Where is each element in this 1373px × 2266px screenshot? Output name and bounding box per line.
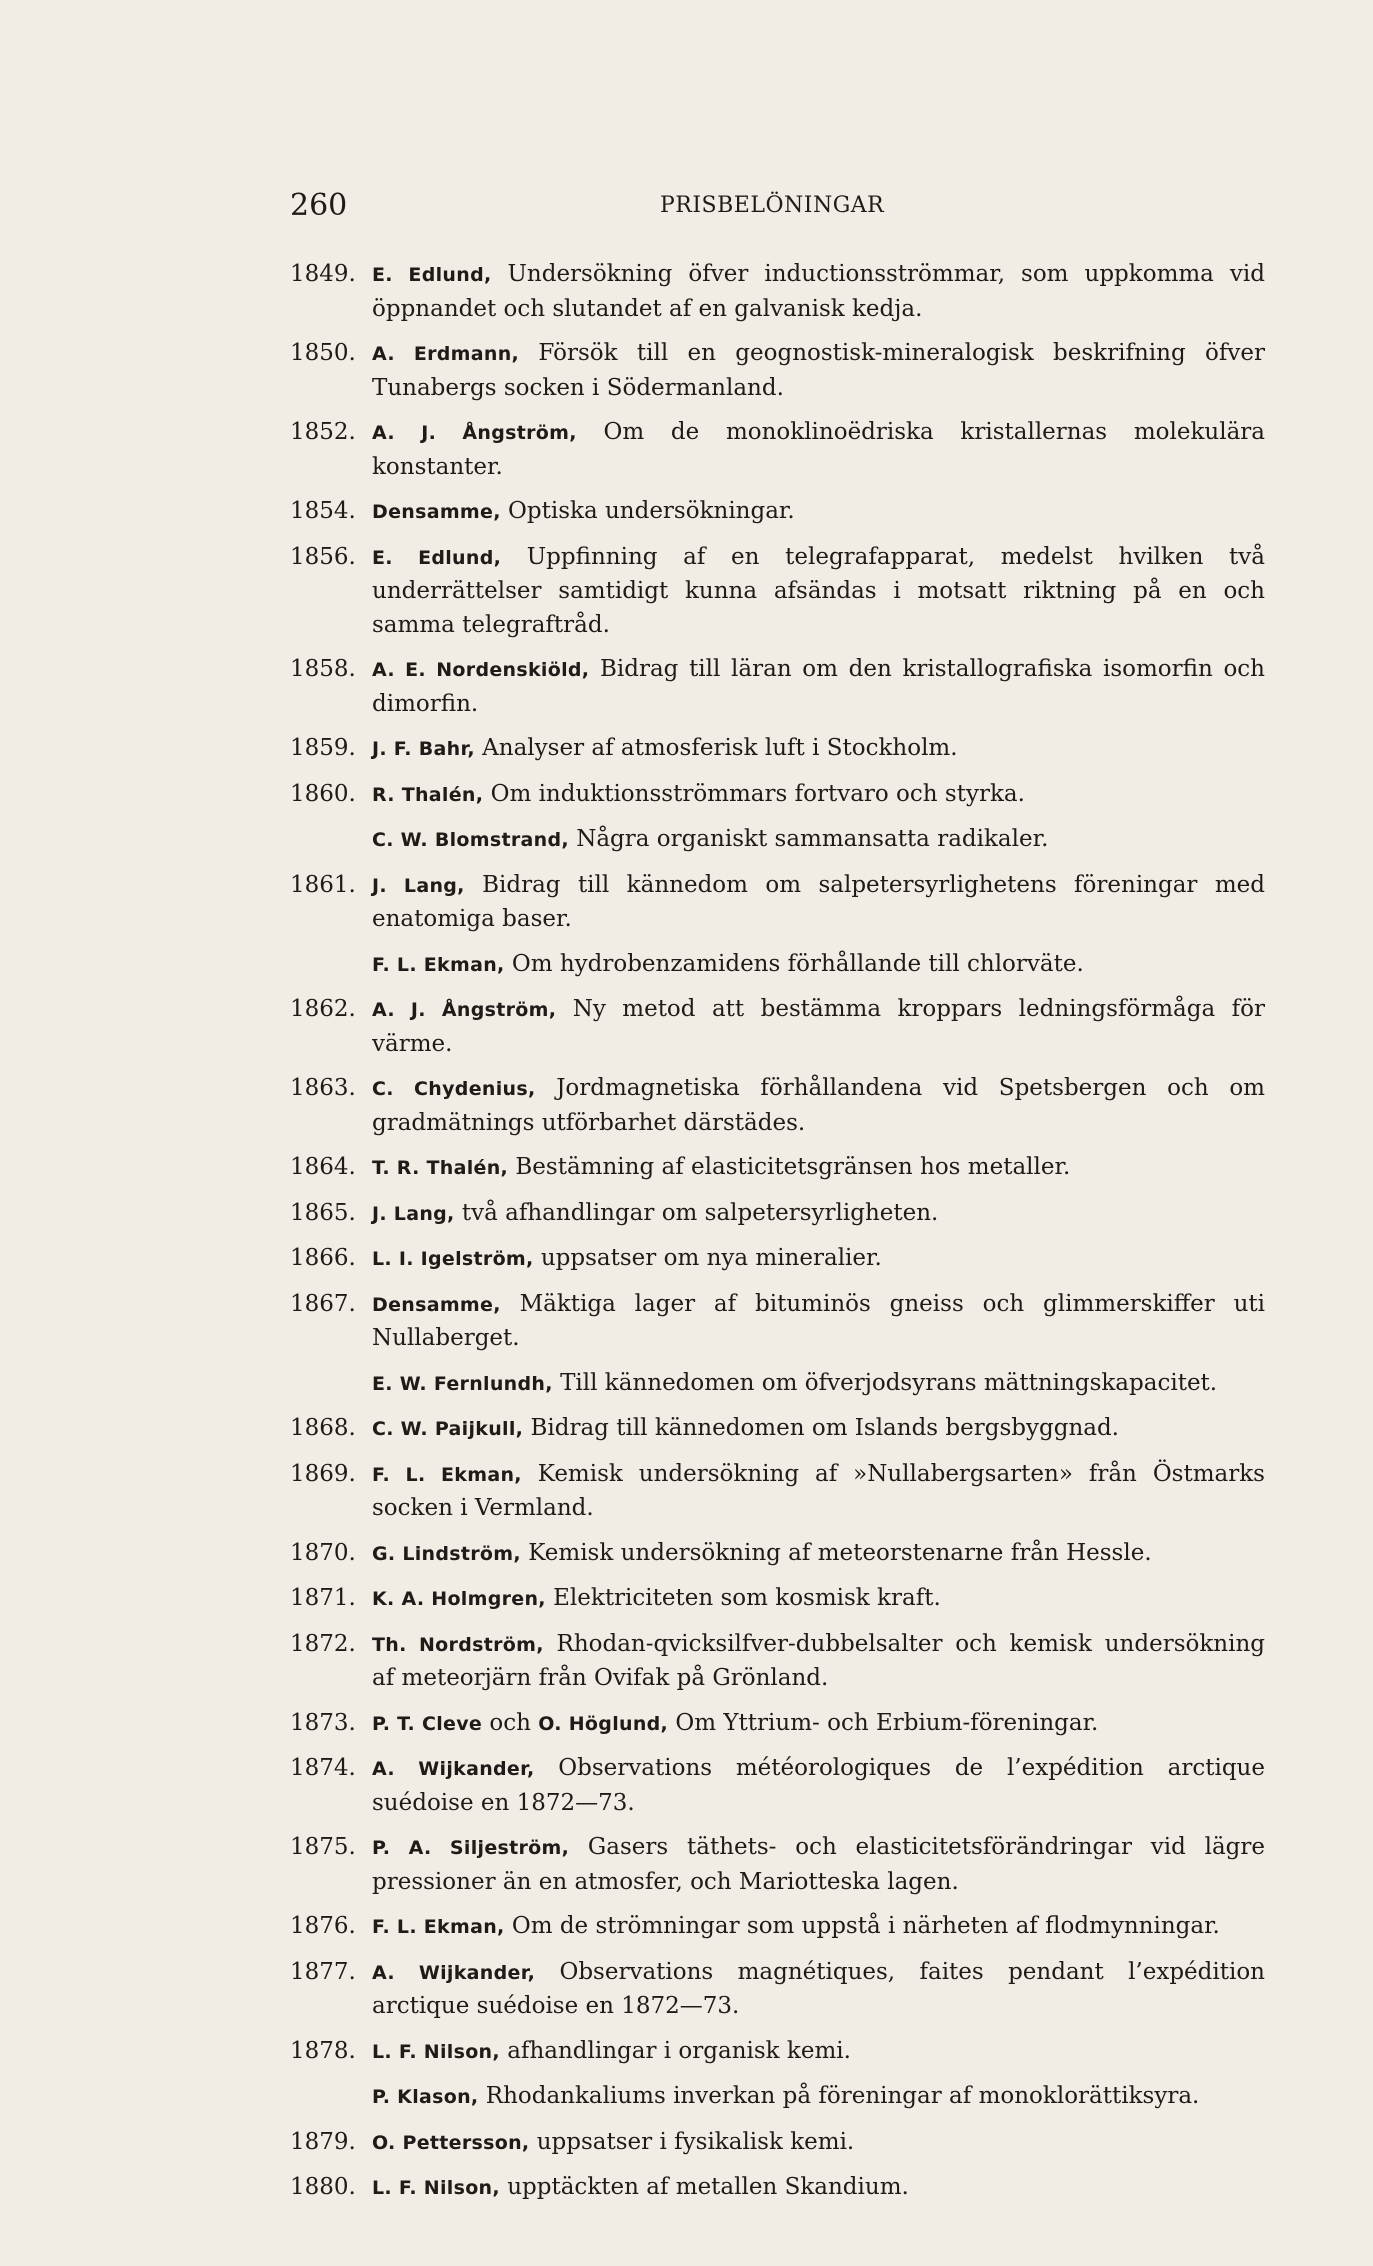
- entry-title: Rhodan-qvicksilfver-dubbelsalter och kemisk undersökning af meteorjärn från Ovifak på Grönland.: [372, 1630, 1265, 1691]
- entry-title: Observations météorologiques de l’expédition arctique suédoise en 1872—73.: [372, 1755, 1265, 1816]
- entry-title: Analyser af atmosferisk luft i Stockholm.: [474, 735, 958, 761]
- entry-text: [372, 2126, 1265, 2161]
- entry-title: Om de monoklinoëdriska kristallernas molekulära konstanter.: [372, 419, 1265, 480]
- entry-author: T. R. Thalén,: [372, 1157, 509, 1179]
- entry-text: [372, 993, 1265, 1061]
- prize-entry: [290, 2035, 1265, 2070]
- entry-author: E. Edlund,: [372, 264, 492, 286]
- entry-author: A. J. Ångström,: [372, 999, 557, 1021]
- entry-year: 1859.: [290, 735, 356, 761]
- prize-entry: [290, 1072, 1265, 1140]
- prize-entry: [290, 1458, 1265, 1526]
- entry-text: [372, 2035, 1265, 2070]
- entry-text: [372, 541, 1265, 643]
- entry-title: Försök till en geognostisk-mineralogisk beskrifning öfver Tunabergs socken i Södermanland.: [372, 340, 1265, 401]
- entry-author: Densamme,: [372, 1293, 501, 1316]
- entry-author: C. W. Blomstrand,: [372, 829, 569, 851]
- entry-year: 1869.: [290, 1460, 356, 1487]
- entry-year: 1880.: [290, 2174, 356, 2200]
- entry-text: [372, 1707, 1265, 1742]
- entry-year: 1876.: [290, 1913, 356, 1939]
- entry-text: [372, 653, 1265, 721]
- prize-entry: [290, 993, 1265, 1061]
- entry-title: Kemisk undersökning af meteorstenarne från Hessle.: [520, 1539, 1152, 1566]
- prize-entry: [290, 869, 1265, 937]
- entry-author: A. E. Nordenskiöld,: [372, 659, 590, 681]
- prize-entry: [290, 1582, 1265, 1617]
- prize-entry: [290, 1288, 1265, 1356]
- entry-title: Bestämning af elasticitetsgränsen hos metaller.: [508, 1154, 1071, 1180]
- entry-year: 1854.: [290, 498, 356, 524]
- entry-year: 1860.: [290, 780, 356, 807]
- entry-author: P. A. Siljeström,: [372, 1837, 570, 1859]
- entry-author: P. T. Cleve: [372, 1712, 483, 1735]
- entry-text: [372, 732, 1265, 767]
- entry-year: 1861.: [290, 871, 356, 898]
- prize-list: [290, 258, 1265, 2217]
- entry-author: A. Wijkander,: [372, 1758, 535, 1780]
- entry-author: O. Pettersson,: [372, 2131, 530, 2154]
- entry-year: 1866.: [290, 1245, 356, 1271]
- prize-entry: [290, 495, 1265, 530]
- entry-author: A. J. Ångström,: [372, 422, 577, 444]
- entry-text: [372, 948, 1265, 983]
- entry-title: Bidrag till läran om den kristallografiska isomorfin och dimorfin.: [372, 656, 1265, 717]
- prize-entry: [290, 2080, 1265, 2115]
- entry-author: J. Lang,: [372, 874, 465, 897]
- prize-entry: [290, 337, 1265, 405]
- entry-year: 1877.: [290, 1958, 356, 1985]
- entry-year: 1874.: [290, 1755, 356, 1781]
- entry-author: L. F. Nilson,: [372, 2040, 500, 2063]
- entry-title: Om hydrobenzamidens förhållande till chlorväte.: [504, 950, 1084, 977]
- entry-title: Bidrag till kännedomen om Islands bergsbyggnad.: [523, 1415, 1119, 1441]
- entry-author: K. A. Holmgren,: [372, 1588, 546, 1610]
- entry-title: Uppfinning af en telegrafapparat, medelst hvilken två underrättelser samtidigt kunna afsändas i motsatt riktning på en och samma telegraftråd.: [372, 543, 1265, 638]
- entry-author: L. F. Nilson,: [372, 2177, 500, 2199]
- entry-title: Några organiskt sammansatta radikaler.: [568, 826, 1049, 852]
- prize-entry: [290, 2171, 1265, 2206]
- entry-title: Kemisk undersökning af »Nullabergsarten» från Östmarks socken i Vermland.: [372, 1460, 1265, 1521]
- entry-text: [372, 1537, 1265, 1572]
- entry-text: [372, 1910, 1265, 1945]
- page-number: 260: [290, 188, 348, 223]
- entry-title: Om Yttrium- och Erbium-föreningar.: [668, 1709, 1099, 1736]
- prize-entry: [290, 1412, 1265, 1447]
- entry-author: F. L. Ekman,: [372, 1463, 522, 1486]
- entry-text: [372, 337, 1265, 405]
- entry-text: [372, 416, 1265, 484]
- entry-title: Ny metod att bestämma kroppars ledningsförmåga för värme.: [372, 996, 1265, 1057]
- entry-text: [372, 1458, 1265, 1526]
- entry-year: 1864.: [290, 1154, 356, 1180]
- page-header: [290, 188, 1263, 232]
- entry-author: J. Lang,: [372, 1202, 455, 1225]
- entry-author: G. Lindström,: [372, 1542, 521, 1565]
- entry-year: 1870.: [290, 1539, 356, 1566]
- entry-text: [372, 495, 1265, 530]
- entry-year: 1872.: [290, 1630, 356, 1657]
- entry-year: 1850.: [290, 340, 356, 366]
- entry-author: O. Höglund,: [538, 1712, 669, 1735]
- entry-title: Elektriciteten som kosmisk kraft.: [545, 1585, 941, 1611]
- entry-author: F. L. Ekman,: [372, 1916, 505, 1938]
- prize-entry: [290, 823, 1265, 858]
- entry-text: [372, 1582, 1265, 1617]
- entry-title: Bidrag till kännedom om salpetersyrlighetens föreningar med enatomiga baser.: [372, 871, 1265, 932]
- entry-text: [372, 1197, 1265, 1232]
- entry-year: 1862.: [290, 996, 356, 1022]
- entry-title: Jordmagnetiska förhållandena vid Spetsbergen och om gradmätnings utförbarhet därstädes.: [372, 1075, 1265, 1136]
- entry-text: [372, 1242, 1265, 1277]
- entry-text: [372, 1412, 1265, 1447]
- entry-year: 1865.: [290, 1199, 356, 1226]
- entry-title: upptäckten af metallen Skandium.: [499, 2174, 909, 2200]
- entry-year: 1856.: [290, 543, 356, 570]
- entry-title: Rhodankaliums inverkan på föreningar af monoklorättiksyra.: [478, 2083, 1200, 2109]
- prize-entry: [290, 1956, 1265, 2024]
- entry-text: [372, 1628, 1265, 1696]
- entry-text: [372, 1288, 1265, 1356]
- entry-title: Optiska undersökningar.: [500, 498, 795, 524]
- entry-year: 1858.: [290, 656, 356, 682]
- prize-entry: [290, 2126, 1265, 2161]
- entry-year: 1871.: [290, 1585, 356, 1611]
- entry-author: C. W. Paijkull,: [372, 1418, 524, 1440]
- entry-title: Om induktionsströmmars fortvaro och styrka.: [483, 780, 1025, 807]
- entry-author: A. Wijkander,: [372, 1961, 536, 1984]
- entry-text: [372, 2080, 1265, 2115]
- entry-title: Mäktiga lager af bituminös gneiss och glimmerskiffer uti Nullaberget.: [372, 1290, 1265, 1351]
- entry-author: F. L. Ekman,: [372, 953, 505, 976]
- prize-entry: [290, 1707, 1265, 1742]
- entry-author: E. W. Fernlundh,: [372, 1372, 553, 1395]
- entry-year: 1849.: [290, 261, 356, 287]
- prize-entry: [290, 541, 1265, 643]
- entry-text: [372, 1956, 1265, 2024]
- entry-text: [372, 2171, 1265, 2206]
- entry-title: Om de strömningar som uppstå i närheten af flodmynningar.: [504, 1913, 1220, 1939]
- entry-year: 1863.: [290, 1075, 356, 1101]
- prize-entry: [290, 778, 1265, 813]
- entry-author: P. Klason,: [372, 2086, 479, 2108]
- prize-entry: [290, 1628, 1265, 1696]
- entry-year: 1852.: [290, 419, 356, 445]
- entry-text: [372, 1072, 1265, 1140]
- entry-title: uppsatser om nya mineralier.: [533, 1245, 882, 1271]
- prize-entry: [290, 732, 1265, 767]
- entry-title: två afhandlingar om salpetersyrligheten.: [454, 1199, 939, 1226]
- entry-author: J. F. Bahr,: [372, 738, 475, 760]
- entry-title: Till kännedomen om öfverjodsyrans mättningskapacitet.: [552, 1369, 1218, 1396]
- entry-author: L. I. Igelström,: [372, 1248, 534, 1270]
- entry-author: Densamme,: [372, 501, 501, 523]
- entry-author: E. Edlund,: [372, 546, 502, 569]
- prize-entry: [290, 1151, 1265, 1186]
- entry-year: 1879.: [290, 2128, 356, 2155]
- prize-entry: [290, 1831, 1265, 1899]
- prize-entry: [290, 1197, 1265, 1232]
- entry-author: C. Chydenius,: [372, 1078, 536, 1100]
- prize-entry: [290, 1752, 1265, 1820]
- prize-entry: [290, 1910, 1265, 1945]
- prize-entry: [290, 416, 1265, 484]
- entry-author: R. Thalén,: [372, 783, 484, 806]
- entry-title: Gasers täthets- och elasticitetsförändringar vid lägre pressioner än en atmosfer, och Mariotteska lagen.: [372, 1834, 1265, 1895]
- prize-entry: [290, 258, 1265, 326]
- entry-title: afhandlingar i organisk kemi.: [499, 2037, 851, 2064]
- entry-title: Observations magnétiques, faites pendant l’expédition arctique suédoise en 1872—73.: [372, 1958, 1265, 2019]
- prize-entry: [290, 653, 1265, 721]
- running-title: PRISBELÖNINGAR: [660, 193, 885, 218]
- entry-text: [372, 823, 1265, 858]
- entry-text: [372, 1831, 1265, 1899]
- entry-year: 1867.: [290, 1290, 356, 1317]
- entry-text: [372, 1752, 1265, 1820]
- entry-author: A. Erdmann,: [372, 343, 520, 365]
- prize-entry: [290, 1367, 1265, 1402]
- entry-text: [372, 869, 1265, 937]
- entry-author: Th. Nordström,: [372, 1633, 544, 1656]
- entry-year: 1873.: [290, 1709, 356, 1736]
- prize-entry: [290, 948, 1265, 983]
- entry-title: och: [482, 1709, 539, 1736]
- entry-year: 1878.: [290, 2037, 356, 2064]
- entry-text: [372, 1367, 1265, 1402]
- entry-text: [372, 1151, 1265, 1186]
- entry-text: [372, 778, 1265, 813]
- entry-title: Undersökning öfver inductionsströmmar, som uppkomma vid öppnandet och slutandet af en galvanisk kedja.: [372, 261, 1265, 322]
- entry-year: 1875.: [290, 1834, 356, 1860]
- entry-title: uppsatser i fysikalisk kemi.: [529, 2128, 855, 2155]
- entry-text: [372, 258, 1265, 326]
- prize-entry: [290, 1242, 1265, 1277]
- entry-year: 1868.: [290, 1415, 356, 1441]
- prize-entry: [290, 1537, 1265, 1572]
